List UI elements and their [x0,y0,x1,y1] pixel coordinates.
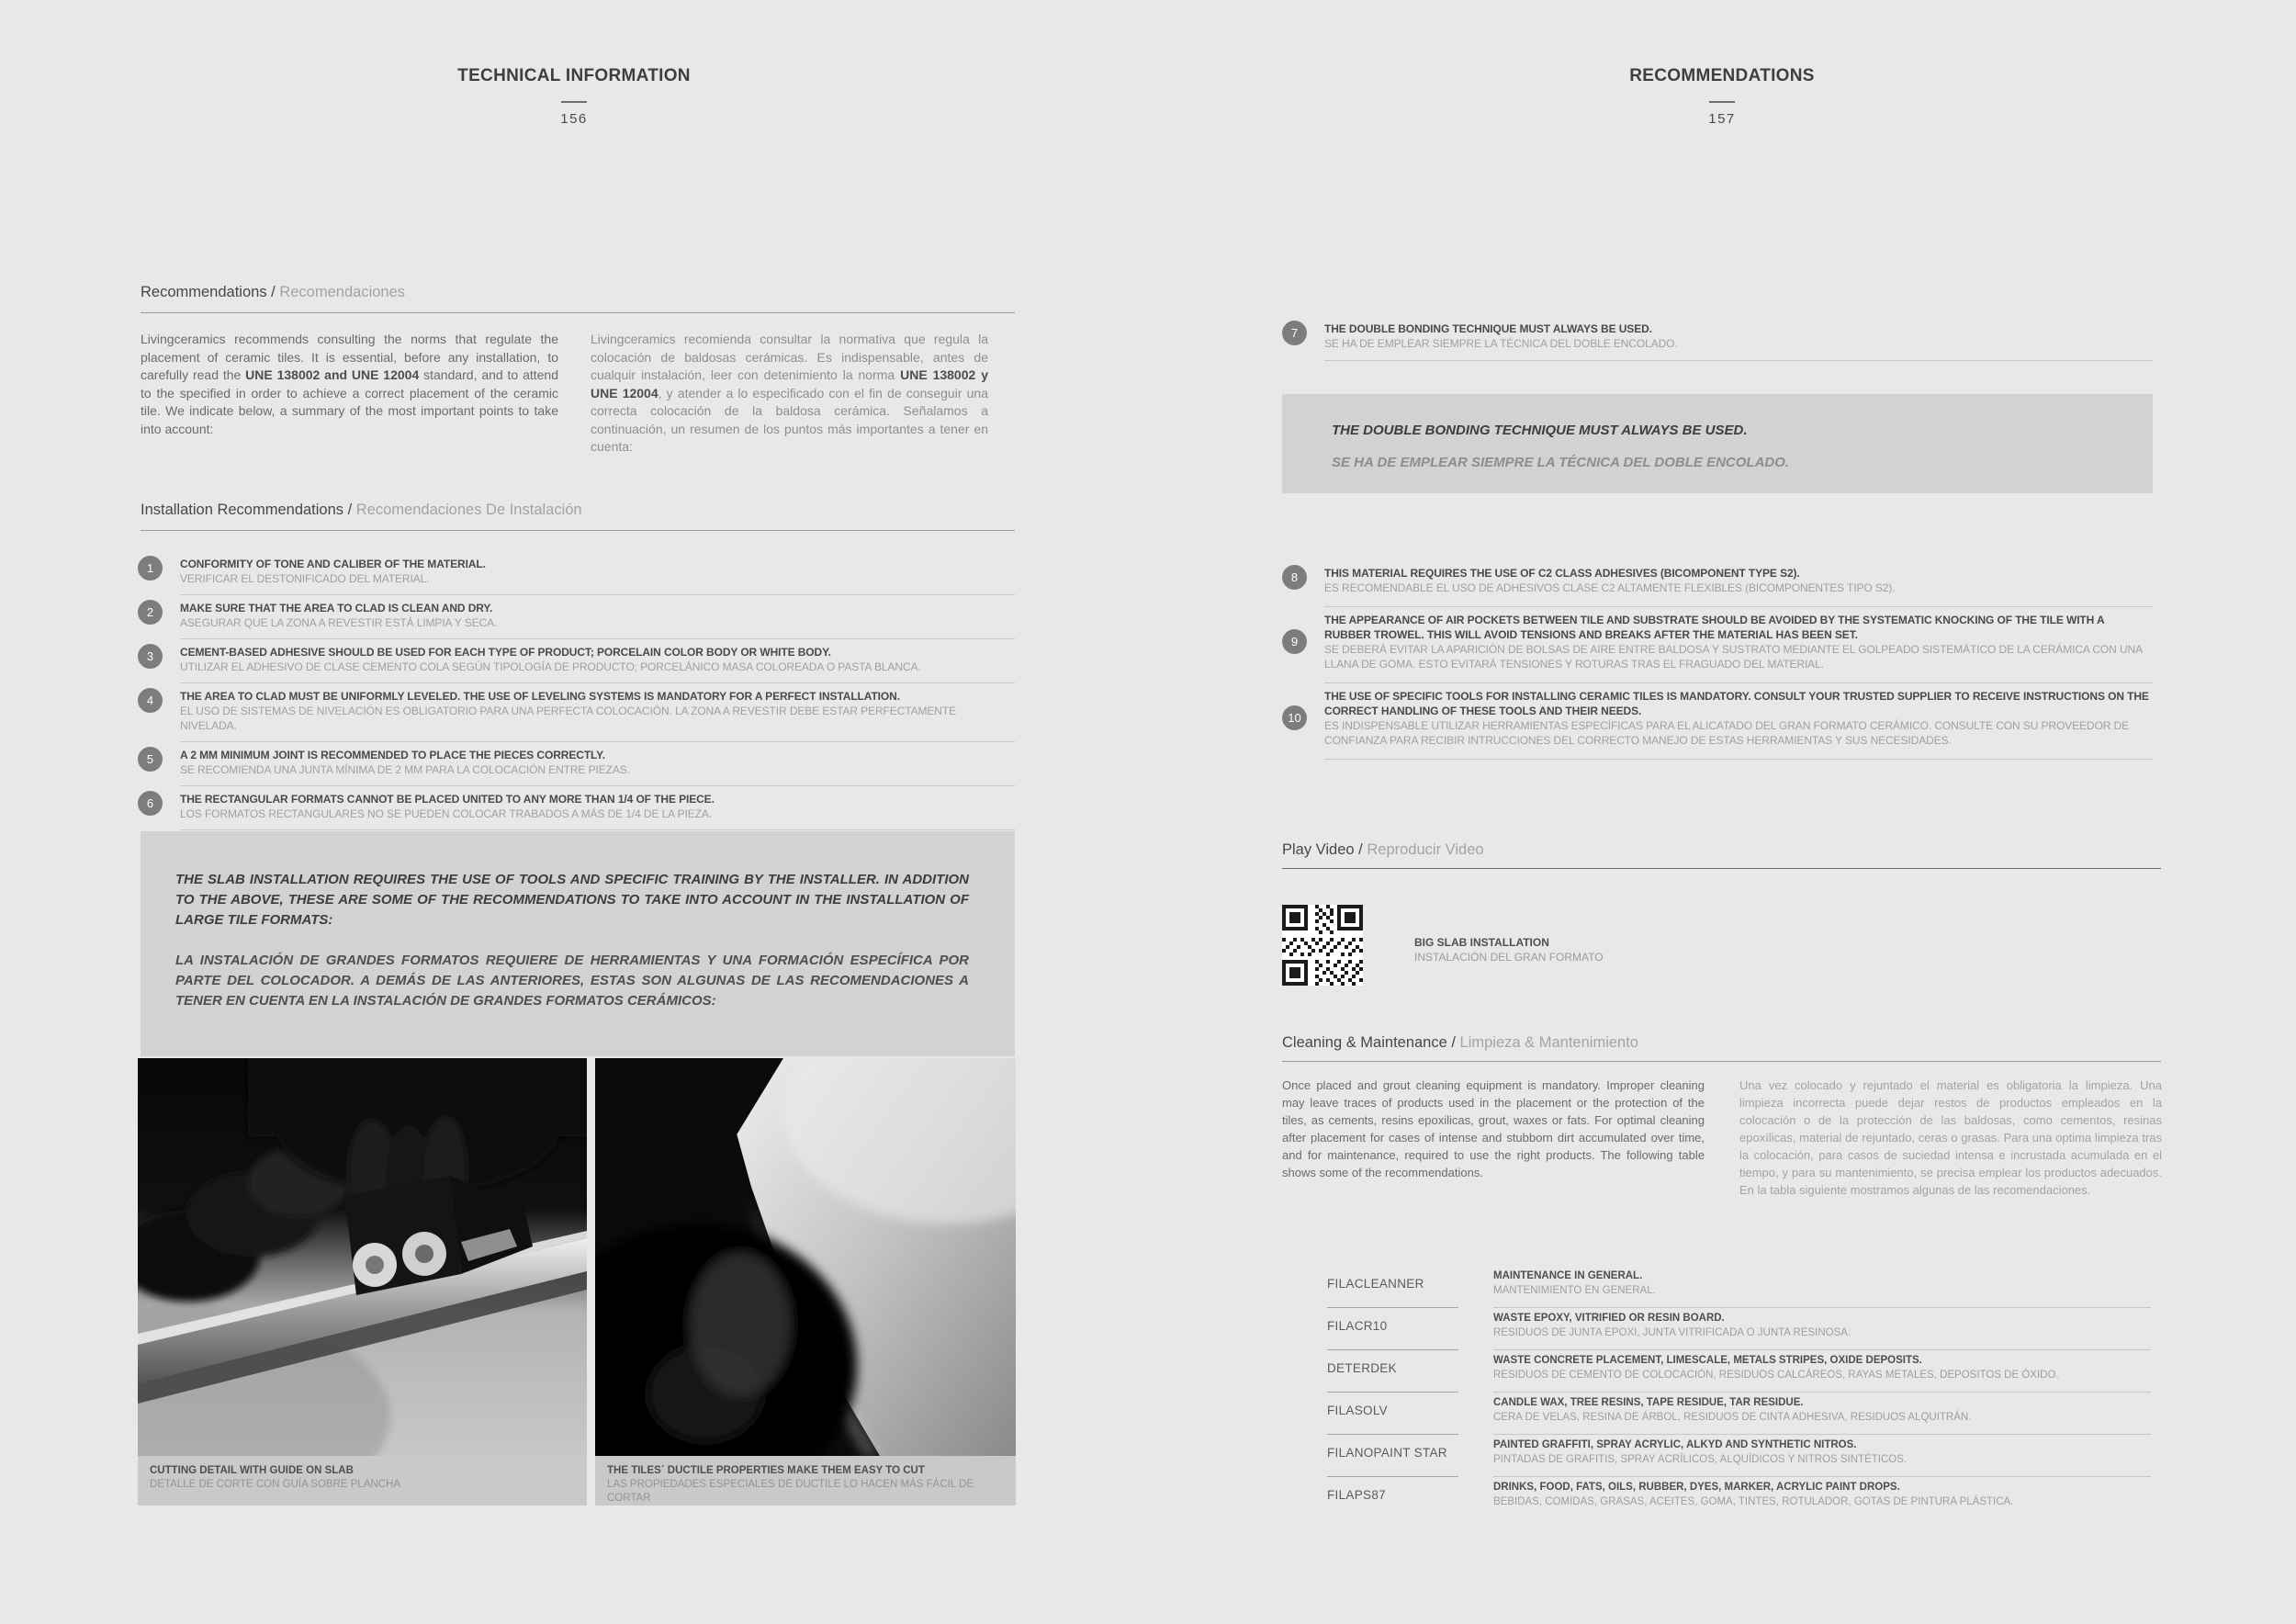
intro-es-text-2: , y atender a lo especificado con el fin de conseguir una correcta colocación de la baldosa cerámica. Señalamos a continuación, un resumen de los puntos más importantes a tener en cuenta: [591,385,988,454]
intro-paragraph-en [141,331,558,438]
item-text-es: ASEGURAR QUE LA ZONA A REVESTIR ESTÁ LIMPIA Y SECA. [180,616,498,629]
heading-en: Recommendations / [141,284,276,300]
product-use-es: RESIDUOS DE CEMENTO DE COLOCACIÓN, RESIDUOS CALCÁREOS, RAYAS METALES, DEPOSITOS DE ÓXIDO. [1493,1370,2059,1381]
installation-items [138,551,1015,830]
item-text-en: THE AREA TO CLAD MUST BE UNIFORMLY LEVELED. THE USE OF LEVELING SYSTEMS IS MANDATORY FOR A PERFECT INSTALLATION. [180,690,900,703]
right-page-header [1148,0,2296,127]
item-text-es: SE HA DE EMPLEAR SIEMPRE LA TÉCNICA DEL DOBLE ENCOLADO. [1324,337,1678,350]
item-number-badge: 3 [138,644,163,669]
install-item-3 [138,639,1015,683]
note-text-es: LA INSTALACIÓN DE GRANDES FORMATOS REQUIERE DE HERRAMIENTAS Y UNA FORMACIÓN ESPECÍFICA POR PARTE DEL COLOCADOR. A DEMÁS DE LAS ANTERIORES, ESTAS SON ALGUNAS DE LAS RECOMENDACIONES A TENER EN CUENTA EN LA INSTALACIÓN DE GRANDES FORMATOS CERÁMICOS: [175,953,969,1009]
header-dash [561,101,587,103]
video-title-es: INSTALACIÓN DEL GRAN FORMATO [1414,951,1604,964]
item-number-badge: 6 [138,791,163,816]
intro-es-text: Livingceramics recomienda consultar la normativa que regula la colocación de baldosas cerámicas. Es indispensable, antes de cualquir instalación, leer con detenimiento la norma [591,332,988,382]
install-item-1 [138,551,1015,595]
note-text-en: THE SLAB INSTALLATION REQUIRES THE USE OF TOOLS AND SPECIFIC TRAINING BY THE INSTALLER. IN ADDITION TO THE ABOVE, THESE ARE SOME OF THE RECOMMENDATIONS TO TAKE INTO ACCOUNT IN THE INSTALLATION OF LARGE TILE FORMATS: [175,872,969,928]
product-name: FILANOPAINT STAR [1327,1435,1458,1477]
item-text-en: MAKE SURE THAT THE AREA TO CLAD IS CLEAN AND DRY. [180,602,493,615]
intro-paragraph-es [591,331,988,457]
figure-ductile-cut [595,1058,1016,1506]
right-page-title: RECOMMENDATIONS [1629,66,1815,85]
recommendation-items [1282,560,2153,760]
table-row [1327,1350,2151,1393]
recommendations-heading [141,283,1015,313]
item-text-en: CEMENT-BASED ADHESIVE SHOULD BE USED FOR EACH TYPE OF PRODUCT; PORCELAIN COLOR BODY OR WHITE BODY. [180,646,831,659]
intro-en-bold: UNE 138002 and UNE 12004 [245,367,420,382]
left-page-title: TECHNICAL INFORMATION [457,66,691,85]
heading-en: Play Video / [1282,841,1363,858]
item-number-badge: 8 [1282,565,1307,590]
item-number-badge: 2 [138,600,163,625]
product-name: DETERDEK [1327,1350,1458,1393]
heading-en: Cleaning & Maintenance / [1282,1034,1456,1051]
table-row [1327,1266,2151,1308]
table-row [1327,1308,2151,1350]
cleaning-products-table [1327,1266,2151,1519]
item-text-en: THE RECTANGULAR FORMATS CANNOT BE PLACED UNITED TO ANY MORE THAN 1/4 OF THE PIECE. [180,793,715,806]
caption-es: DETALLE DE CORTE CON GUÍA SOBRE PLANCHA [150,1479,401,1490]
caption-cutting-detail [138,1456,587,1506]
product-name: FILACR10 [1327,1308,1458,1350]
cutting-photo-illustration [138,1058,587,1456]
item-number-badge: 4 [138,688,163,713]
product-use-es: BEBIDAS, COMIDAS, GRASAS, ACEITES, GOMA, TINTES, ROTULADOR, GOTAS DE PINTURA PLÁSTICA. [1493,1496,2014,1507]
table-row [1327,1435,2151,1477]
product-name: FILACLEANNER [1327,1266,1458,1308]
heading-es: Recomendaciones [279,284,406,300]
intro-en-text: Livingceramics recommends consulting the norms that regulate the placement of ceramic tiles. It is essential, before any installation, to carefully read the [141,332,558,382]
product-name: FILAPS87 [1327,1488,1386,1502]
caption-en: CUTTING DETAIL WITH GUIDE ON SLAB [150,1465,354,1476]
item-text-es: VERIFICAR EL DESTONIFICADO DEL MATERIAL. [180,572,430,585]
recommendation-item-10 [1282,683,2153,760]
install-item-6 [138,786,1015,830]
product-use-en: CANDLE WAX, TREE RESINS, TAPE RESIDUE, TAR RESIDUE. [1493,1397,1804,1408]
install-item-4 [138,683,1015,742]
item-text-en: THE APPEARANCE OF AIR POCKETS BETWEEN TILE AND SUBSTRATE SHOULD BE AVOIDED BY THE SYSTEMATIC KNOCKING OF THE TILE WITH A RUBBER TROWEL. THIS WILL AVOID TENSIONS AND BREAKS AFTER THE MATERIAL HAS BEEN SET. [1324,614,2105,641]
intro-es-bold: UNE 138002 y UNE 12004 [591,367,988,400]
recommendation-item-7 [1282,316,2153,361]
installation-heading [141,501,1015,531]
heading-es: Reproducir Video [1367,841,1484,858]
table-row [1327,1477,2151,1519]
item-text-en: THE DOUBLE BONDING TECHNIQUE MUST ALWAYS BE USED. [1324,322,1652,335]
video-title-en: BIG SLAB INSTALLATION [1414,936,1549,949]
heading-es: Limpieza & Mantenimiento [1459,1034,1638,1051]
header-dash [1709,101,1735,103]
item-number-badge: 9 [1282,629,1307,654]
product-use-en: DRINKS, FOOD, FATS, OILS, RUBBER, DYES, MARKER, ACRYLIC PAINT DROPS. [1493,1482,1900,1493]
caption-es: LAS PROPIEDADES ESPECIALES DE DUCTILE LO HACEN MÁS FÁCIL DE CORTAR [607,1479,974,1504]
heading-en: Installation Recommendations / [141,502,353,518]
item-text-es: SE RECOMIENDA UNA JUNTA MÍNIMA DE 2 MM PARA LA COLOCACIÓN ENTRE PIEZAS. [180,763,630,776]
left-page-header [0,0,1148,127]
left-page-number: 156 [560,111,588,127]
product-name: FILASOLV [1327,1393,1458,1435]
right-page-number: 157 [1708,111,1736,127]
photo-row [138,1058,1016,1506]
note-text-en: THE DOUBLE BONDING TECHNIQUE MUST ALWAYS BE USED. [1332,423,1748,438]
heading-es: Recomendaciones De Instalación [355,502,582,518]
cleaning-paragraph-es: Una vez colocado y rejuntado el material es obligatoria la limpieza. Una limpieza incorrecta puede dejar restos de productos empleados en la colocación o de la protección de las baldosas, como cementos, resinas epoxílicas, material de rejuntado, ceras o grasas. Para una optima limpieza tras la colocación, para casos de suciedad intensa e incrustada acumulada en el tiempo, y para su mantenimiento, se precisa emplear los productos adecuados. En la tabla siguiente mostramos algunas de las recomendaciones. [1739,1078,2162,1197]
product-use-en: MAINTENANCE IN GENERAL. [1493,1270,1643,1281]
product-use-en: PAINTED GRAFFITI, SPRAY ACRYLIC, ALKYD AND SYNTHETIC NITROS. [1493,1439,1857,1450]
item-number-badge: 10 [1282,705,1307,730]
item-text-en: THE USE OF SPECIFIC TOOLS FOR INSTALLING CERAMIC TILES IS MANDATORY. CONSULT YOUR TRUSTED SUPPLIER TO RECEIVE INSTRUCTIONS ON THE CORRECT HANDLING OF THESE TOOLS AND THEIR NEEDS. [1324,690,2149,717]
recommendation-item-7-wrap [1282,316,2153,361]
item-text-es: UTILIZAR EL ADHESIVO DE CLASE CEMENTO COLA SEGÚN TIPOLOGÍA DE PRODUCTO; PORCELÁNICO MASA COLOREADA O PASTA BLANCA. [180,660,921,673]
product-use-en: WASTE EPOXY, VITRIFIED OR RESIN BOARD. [1493,1313,1725,1324]
install-item-2 [138,595,1015,639]
item-text-es: ES RECOMENDABLE EL USO DE ADHESIVOS CLASE C2 ALTAMENTE FLEXIBLES (BICOMPONENTES TIPO S2). [1324,581,1896,594]
item-number-badge: 7 [1282,321,1307,345]
cleaning-maintenance-heading [1282,1033,2161,1062]
photo-cutting-guide [138,1058,587,1456]
item-text-en: A 2 MM MINIMUM JOINT IS RECOMMENDED TO PLACE THE PIECES CORRECTLY. [180,749,605,761]
double-bonding-note-panel [1282,394,2153,493]
product-use-es: MANTENIMIENTO EN GENERAL. [1493,1285,1656,1296]
product-use-es: PINTADAS DE GRAFITIS, SPRAY ACRÍLICOS, ALQUÍDICOS Y NITROS SINTÉTICOS. [1493,1454,1908,1465]
tile-cut-illustration [595,1058,1016,1456]
product-use-es: CERA DE VELAS, RESINA DE ÁRBOL, RESIDUOS DE CINTA ADHESIVA, RESIDUOS ALQUITRÁN. [1493,1412,1972,1423]
caption-en: THE TILES´ DUCTILE PROPERTIES MAKE THEM EASY TO CUT [607,1465,925,1476]
intro-en-text-2: standard, and to attend to the specified in order to achieve a correct placement of the ceramic tile. We indicate below, a summary of the most important points to take into account: [141,367,558,436]
note-text-es: SE HA DE EMPLEAR SIEMPRE LA TÉCNICA DEL DOBLE ENCOLADO. [1332,455,1790,470]
recommendation-item-9 [1282,607,2153,683]
figure-cutting-detail [138,1058,587,1506]
item-text-en: THIS MATERIAL REQUIRES THE USE OF C2 CLASS ADHESIVES (BICOMPONENT TYPE S2). [1324,567,1800,580]
cleaning-paragraph-en: Once placed and grout cleaning equipment is mandatory. Improper cleaning may leave traces of products used in the placement or the protection of the tiles, as cements, resins epoxilicas, grout, waxes or fats. For optimal cleaning after placement for cases of intense and stubborn dirt accumulated over time, and for maintenance, required to use the right products. The following table shows some of the recommendations. [1282,1078,1705,1179]
item-text-en: CONFORMITY OF TONE AND CALIBER OF THE MATERIAL. [180,558,486,570]
play-video-heading [1282,840,2161,869]
slab-installation-note-panel [141,831,1015,1056]
item-number-badge: 1 [138,556,163,581]
item-text-es: ES INDISPENSABLE UTILIZAR HERRAMIENTAS ESPECÍFICAS PARA EL ALICATADO DEL GRAN FORMATO CERÁMICO. CONSULTE CON SU PROVEEDOR DE CONFIANZA PARA RECIBIR INTRUCCIONES DEL CORRECTO MANEJO DE ESTAS HERRAMIENTAS Y SUS NECESIDADES. [1324,719,2129,747]
install-item-5 [138,742,1015,786]
product-use-es: RESIDUOS DE JUNTA EPOXI, JUNTA VITRIFICADA O JUNTA RESINOSA. [1493,1327,1851,1338]
qr-code-icon [1282,905,1363,986]
photo-tile-cut [595,1058,1016,1456]
caption-ductile-cut [595,1456,1016,1506]
item-text-es: SE DEBERÁ EVITAR LA APARICIÓN DE BOLSAS DE AIRE ENTRE BALDOSA Y SUSTRATO MEDIANTE EL GOLPEADO SISTEMÁTICO DE LA CERÁMICA CON UNA LLANA DE GOMA. ESTO EVITARÁ TENSIONES Y ROTURAS TRAS EL FRAGUADO DEL MATERIAL. [1324,643,2143,671]
item-text-es: LOS FORMATOS RECTANGULARES NO SE PUEDEN COLOCAR TRABADOS A MÁS DE 1/4 DE LA PIEZA. [180,807,713,820]
recommendation-item-8 [1282,560,2153,607]
video-caption [1414,935,1604,964]
product-use-en: WASTE CONCRETE PLACEMENT, LIMESCALE, METALS STRIPES, OXIDE DEPOSITS. [1493,1355,1922,1366]
item-text-es: EL USO DE SISTEMAS DE NIVELACIÓN ES OBLIGATORIO PARA UNA PERFECTA COLOCACIÓN. LA ZONA A REVESTIR DEBE ESTAR PERFECTAMENTE NIVELADA. [180,705,956,732]
table-row [1327,1393,2151,1435]
item-number-badge: 5 [138,747,163,772]
qr-code-graphic [1282,905,1363,986]
